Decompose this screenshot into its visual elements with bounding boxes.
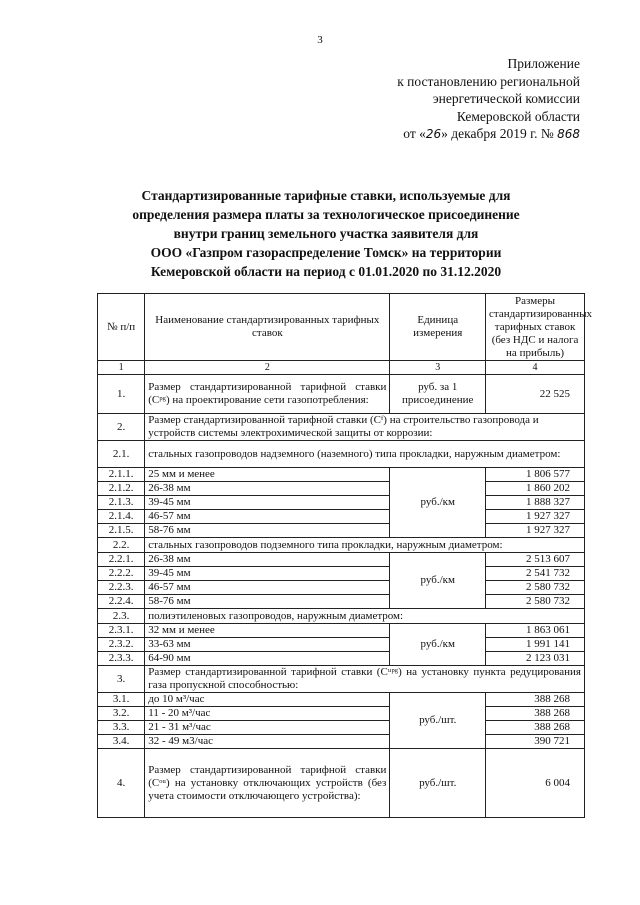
header-rate: Размеры стандартизированных тарифных ставок (без НДС и налога на прибыль) — [486, 294, 585, 361]
table-row: 3.1. до 10 м³/час руб./шт. 388 268 — [98, 693, 585, 707]
table-row: 2.1.5. 58-76 мм 1 927 327 — [98, 524, 585, 538]
column-numbers-row: 1 2 3 4 — [98, 361, 585, 375]
table-row: 2.2.4. 58-76 мм 2 580 732 — [98, 595, 585, 609]
table-row: 2.3.3. 64-90 мм 2 123 031 — [98, 652, 585, 666]
table-row: 3.3. 21 - 31 м³/час 388 268 — [98, 721, 585, 735]
header-name: Наименование стандартизированных тарифных ставок — [145, 294, 390, 361]
appendix-line-3: энергетической комиссии — [432, 91, 580, 106]
table-row: 2.3.2. 33-63 мм 1 991 141 — [98, 638, 585, 652]
table-row: 2.1.4. 46-57 мм 1 927 327 — [98, 510, 585, 524]
table-row: 2.1.3. 39-45 мм 1 888 327 — [98, 496, 585, 510]
table-row: 3. Размер стандартизированной тарифной ставки (Сᵘᵖᵍ) на установку пункта редуцирования газа пропускной способностью: — [98, 666, 585, 693]
appendix-line-4: Кемеровской области — [456, 108, 580, 124]
table-row: 1. Размер стандартизированной тарифной ставки (Сᵖᵍ) на проектирование сети газопотребления: руб. за 1 присоединение 22 525 — [98, 375, 585, 414]
document-title: Стандартизированные тарифные ставки, используемые для определения размера платы за технологическое присоединение внутри границ земельного участка заявителя для ООО «Газпром газораспределение Томск» на территории Кемеровской области на период с 01.01.2020 по 31.12.2020 — [132, 188, 520, 279]
table-row: 2.2.2. 39-45 мм 2 541 732 — [98, 567, 585, 581]
table-header-row — [98, 294, 585, 361]
page-number: 3 — [317, 34, 323, 46]
table-row: 2.1.2. 26-38 мм 1 860 202 — [98, 482, 585, 496]
handwritten-day: 26 — [425, 127, 442, 141]
table-row: 2.2. стальных газопроводов подземного типа прокладки, наружным диаметром: — [98, 538, 585, 553]
appendix-block — [397, 55, 580, 144]
appendix-date-line: от «26» декабря 2019 г. № 868 — [403, 126, 580, 141]
table-row: 2.1.1. 25 мм и менее руб./км 1 806 577 — [98, 468, 585, 482]
appendix-line-2: к постановлению региональной — [397, 73, 580, 89]
appendix-line-1: Приложение — [507, 56, 580, 71]
table-row: 2.3.1. 32 мм и менее руб./км 1 863 061 — [98, 624, 585, 638]
header-unit: Единица измерения — [390, 294, 486, 361]
table-row: 2.1. стальных газопроводов надземного (наземного) типа прокладки, наружным диаметром: — [98, 441, 585, 468]
table-row: 2. Размер стандартизированной тарифной ставки (Сᶠ) на строительство газопровода и устройств системы электрохимической защиты от коррозии: — [98, 414, 585, 441]
table-row: 2.2.1. 26-38 мм руб./км 2 513 607 — [98, 553, 585, 567]
handwritten-number: 868 — [557, 127, 580, 141]
table-row: 3.4. 32 - 49 м3/час 390 721 — [98, 735, 585, 749]
table-row: 2.3. полиэтиленовых газопроводов, наружным диаметром: — [98, 609, 585, 624]
table-row: 2.2.3. 46-57 мм 2 580 732 — [98, 581, 585, 595]
table-row: 4. Размер стандартизированной тарифной ставки (Сᵒᵘ) на установку отключающих устройств (без учета стоимости отключающего устройства): руб./шт. 6 004 — [98, 749, 585, 818]
tariff-table — [97, 293, 592, 818]
table-row: 3.2. 11 - 20 м³/час 388 268 — [98, 707, 585, 721]
header-number: № п/п — [98, 294, 145, 361]
